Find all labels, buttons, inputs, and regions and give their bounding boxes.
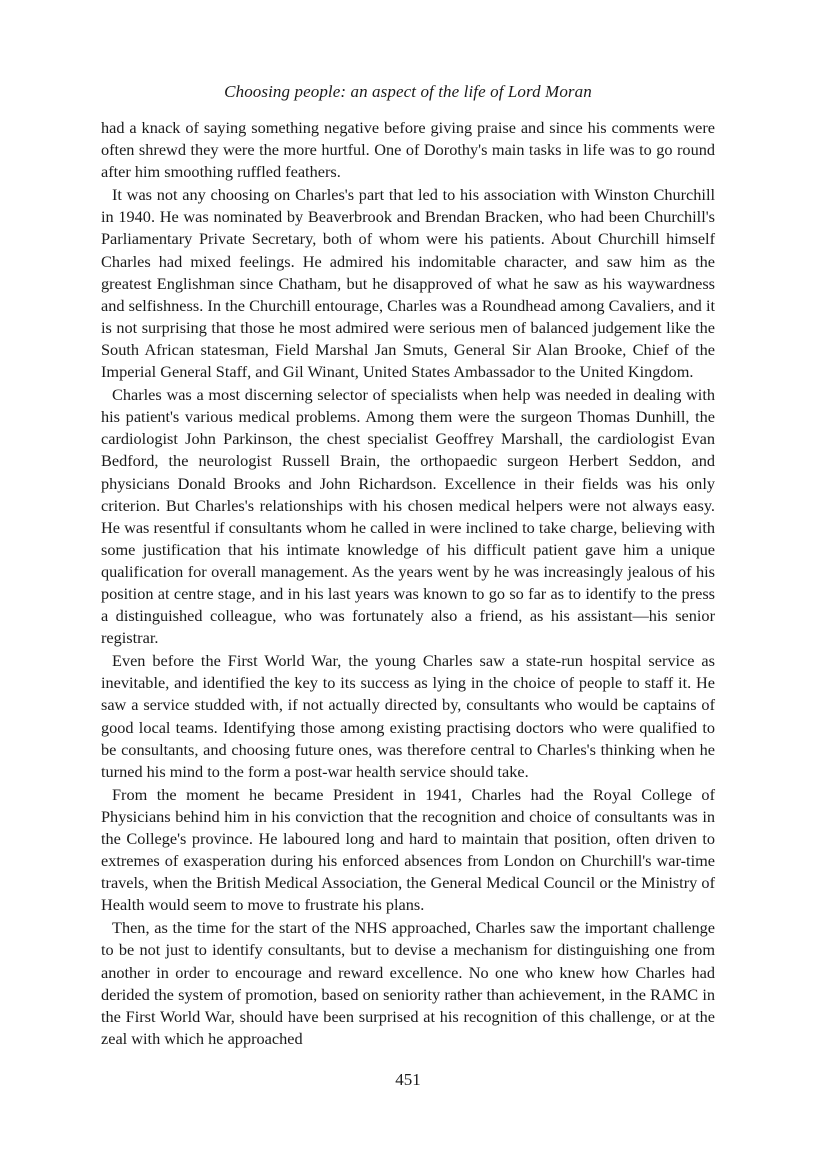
paragraph-royal-college: From the moment he became President in 1941, Charles had the Royal College of Physicians behind him in his conviction that the recognition and choice of consultants was in the College's province. He laboured long and hard to maintain that position, often driven to extremes of exasperation during his enforced absences from London on Churchill's war-time travels, when the British Medical Association, the General Medical Council or the Ministry of Health would seem to move to frustrate his plans. (101, 784, 715, 915)
paragraph-hospital-service: Even before the First World War, the young Charles saw a state-run hospital service as inevitable, and identified the key to its success as lying in the choice of people to staff it. He saw a service studded with, if not actually directed by, consultants who would be captains of good local teams. Identifying those among existing practising doctors who were qualified to be consultants, and choosing future ones, was therefore central to Charles's thinking when he turned his mind to the form a post-war health service should take. (101, 651, 715, 781)
page-number: 451 (395, 1070, 421, 1089)
paragraph-specialists: Charles was a most discerning selector of specialists when help was needed in dealing with his patient's various medical problems. Among them were the surgeon Thomas Dunhill, the cardiologist John Parkinson, the chest specialist Geoffrey Marshall, the cardiologist Evan Bedford, the neurologist Russell Brain, the orthopaedic surgeon Herbert Seddon, and physicians Donald Brooks and John Richardson. Excellence in their fields was his only criterion. But Charles's relationships with his chosen medical helpers were not always easy. He was resentful if consultants whom he called in were inclined to take charge, believing with some justification that his intimate knowledge of his difficult patient gave him a unique qualification for overall management. As the years went by he was increasingly jealous of his position at centre stage, and in his last years was known to go so far as to identify to the press a distinguished colleague, who was fortunately also a friend, as his assistant—his senior registrar. (101, 385, 715, 648)
running-head: Choosing people: an aspect of the life of Lord Moran (224, 82, 592, 101)
paragraph-churchill-association: It was not any choosing on Charles's part that led to his association with Winston Churchill in 1940. He was nominated by Beaverbrook and Brendan Bracken, who had been Churchill's Parliamentary Private Secretary, both of whom were his patients. About Churchill himself Charles had mixed feelings. He admired his indomitable character, and saw him as the greatest Englishman since Chatham, but he disapproved of what he saw as his waywardness and selfishness. In the Churchill entourage, Charles was a Roundhead among Cavaliers, and it is not surprising that those he most admired were serious men of balanced judgement like the South African statesman, Field Marshal Jan Smuts, General Sir Alan Brooke, Chief of the Imperial General Staff, and Gil Winant, United States Ambassador to the United Kingdom. (101, 185, 715, 382)
article-body (101, 117, 715, 1051)
paragraph-nhs-challenge: Then, as the time for the start of the NHS approached, Charles saw the important challenge to be not just to identify consultants, but to devise a mechanism for distinguishing one from another in order to encourage and reward excellence. No one who knew how Charles had derided the system of promotion, based on seniority rather than achievement, in the RAMC in the First World War, should have been surprised at his recognition of this challenge, or at the zeal with which he approached (101, 918, 715, 1048)
paragraph-continued: had a knack of saying something negative before giving praise and since his comments were often shrewd they were the more hurtful. One of Dorothy's main tasks in life was to go round after him smoothing ruffled feathers. (101, 118, 715, 182)
